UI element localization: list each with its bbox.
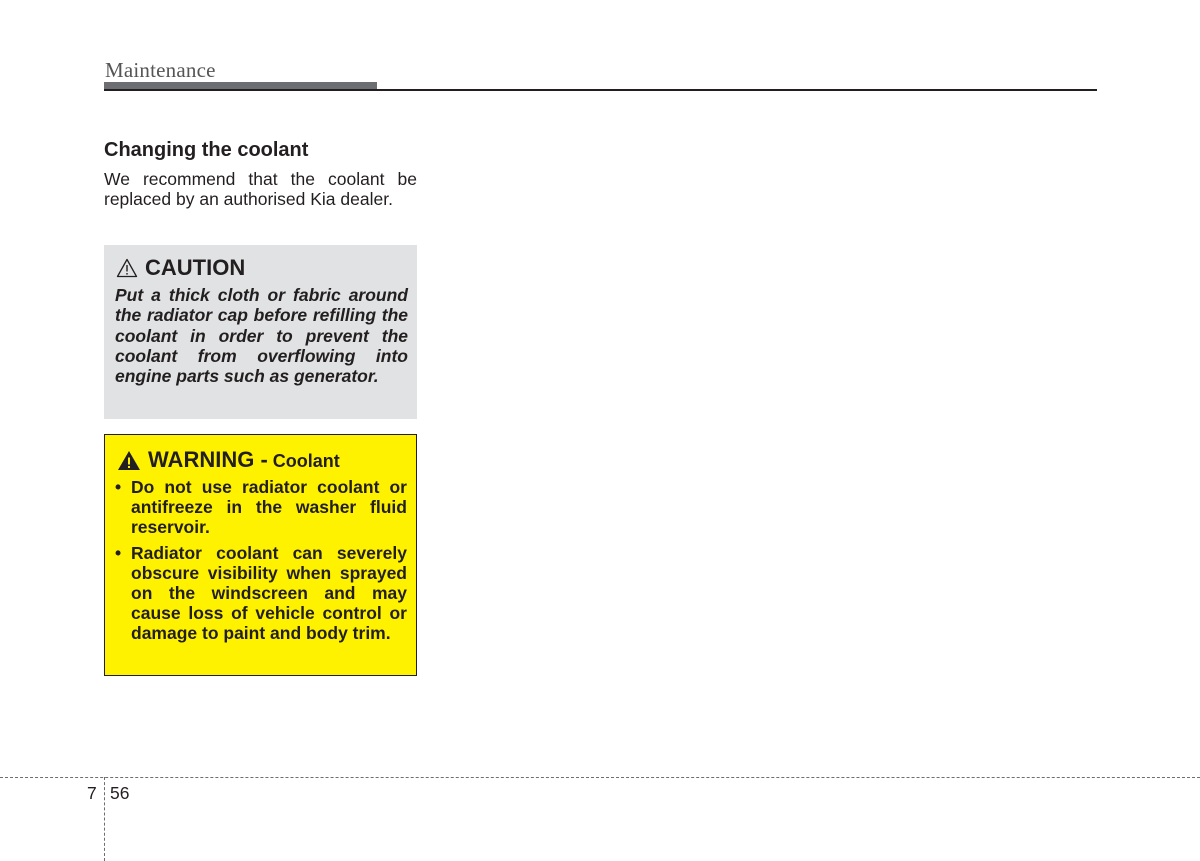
warning-subtitle: Coolant bbox=[272, 451, 340, 471]
footer-rule bbox=[0, 777, 1200, 778]
list-item bbox=[115, 543, 407, 644]
warning-box bbox=[104, 434, 417, 676]
warning-item-text: Radiator coolant can severely obscure visibility when sprayed on the windscreen and may cause loss of vehicle control or damage to paint and body trim. bbox=[131, 542, 407, 644]
chapter-number: 7 bbox=[87, 783, 97, 803]
footer-divider bbox=[104, 777, 105, 861]
caution-text: Put a thick cloth or fabric around the radiator cap before refilling the coolant in order to prevent the coolant from overflowing into engine parts such as generator. bbox=[115, 285, 408, 387]
section-header-title: Maintenance bbox=[105, 58, 216, 82]
section-heading: Changing the coolant bbox=[104, 139, 309, 161]
bullet-marker: • bbox=[115, 542, 122, 563]
header-rule bbox=[104, 89, 1097, 91]
warning-title-row bbox=[117, 447, 340, 473]
section-body-text: We recommend that the coolant be replaced by an authorised Kia dealer. bbox=[104, 169, 417, 209]
warning-item-text: Do not use radiator coolant or antifreeze in the washer fluid reservoir. bbox=[131, 477, 407, 538]
warning-triangle-outline-icon bbox=[116, 258, 138, 278]
page-number: 56 bbox=[110, 783, 130, 803]
caution-box bbox=[104, 245, 417, 419]
bullet-marker: • bbox=[115, 477, 122, 497]
warning-triangle-filled-icon bbox=[117, 450, 141, 471]
caution-title: CAUTION bbox=[145, 255, 246, 280]
list-item bbox=[115, 477, 407, 538]
warning-list bbox=[115, 477, 407, 649]
caution-title-row bbox=[116, 255, 245, 281]
warning-title: WARNING - bbox=[148, 447, 268, 472]
